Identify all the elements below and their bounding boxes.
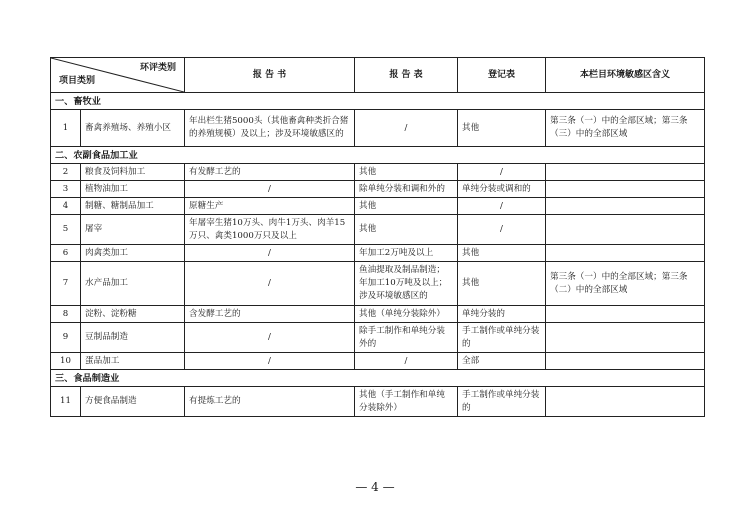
row-registration: 其他 [458, 110, 546, 147]
row-report-book: 年屠宰生猪10万头、肉牛1万头、肉羊15万只、禽类1000万只及以上 [185, 215, 355, 245]
row-number: 5 [51, 215, 81, 245]
table-row [51, 353, 705, 370]
row-report-table: 其他 [355, 164, 458, 181]
page-number: — 4 — [355, 480, 395, 494]
table-row [51, 181, 705, 198]
row-report-table: 其他 [355, 198, 458, 215]
header-report-book: 报 告 书 [185, 58, 355, 93]
row-registration: 其他 [458, 245, 546, 262]
header-sensitive-area: 本栏目环境敏感区含义 [546, 58, 705, 93]
row-project-name: 淀粉、淀粉糖 [81, 306, 185, 323]
row-number: 6 [51, 245, 81, 262]
row-project-name: 肉禽类加工 [81, 245, 185, 262]
row-number: 7 [51, 262, 81, 306]
row-registration: / [458, 164, 546, 181]
table-row [51, 387, 705, 417]
row-report-book: 年出栏生猪5000头（其他畜禽种类折合猪的养殖规模）及以上；涉及环境敏感区的 [185, 110, 355, 147]
row-project-name: 蛋品加工 [81, 353, 185, 370]
row-report-table: 除手工制作和单纯分装外的 [355, 323, 458, 353]
row-project-name: 屠宰 [81, 215, 185, 245]
row-project-name: 畜禽养殖场、养殖小区 [81, 110, 185, 147]
section-title: 一、畜牧业 [51, 93, 705, 110]
row-sensitive-area: 第三条（一）中的全部区域；第三条（三）中的全部区域 [546, 110, 705, 147]
section-title: 三、食品制造业 [51, 370, 705, 387]
row-report-table: / [355, 353, 458, 370]
header-report-table: 报 告 表 [355, 58, 458, 93]
row-number: 10 [51, 353, 81, 370]
row-report-book: 原糖生产 [185, 198, 355, 215]
row-registration: 手工制作或单纯分装的 [458, 323, 546, 353]
row-project-name: 水产品加工 [81, 262, 185, 306]
row-number: 11 [51, 387, 81, 417]
row-project-name: 豆制品制造 [81, 323, 185, 353]
header-eia-category: 环评类别 [139, 63, 176, 73]
classification-table [50, 57, 705, 417]
section-row [51, 147, 705, 164]
header-project-category: 项目类别 [59, 76, 96, 86]
table-row [51, 323, 705, 353]
row-report-book: / [185, 262, 355, 306]
row-report-book: 有提炼工艺的 [185, 387, 355, 417]
header-registration: 登记表 [458, 58, 546, 93]
row-project-name: 植物油加工 [81, 181, 185, 198]
table-row [51, 164, 705, 181]
row-number: 2 [51, 164, 81, 181]
row-sensitive-area: 第三条（一）中的全部区域；第三条（二）中的全部区域 [546, 262, 705, 306]
row-registration: 其他 [458, 262, 546, 306]
row-sensitive-area [546, 323, 705, 353]
row-sensitive-area [546, 245, 705, 262]
row-report-book: / [185, 245, 355, 262]
row-sensitive-area [546, 164, 705, 181]
section-title: 二、农副食品加工业 [51, 147, 705, 164]
row-report-table: 其他 [355, 215, 458, 245]
table-row [51, 262, 705, 306]
row-registration: 单纯分装或调和的 [458, 181, 546, 198]
row-report-book: / [185, 181, 355, 198]
row-number: 8 [51, 306, 81, 323]
row-number: 3 [51, 181, 81, 198]
row-sensitive-area [546, 353, 705, 370]
row-registration: 手工制作或单纯分装的 [458, 387, 546, 417]
row-sensitive-area [546, 306, 705, 323]
table-row [51, 215, 705, 245]
table-row [51, 110, 705, 147]
row-number: 1 [51, 110, 81, 147]
section-row [51, 93, 705, 110]
row-report-table: 除单纯分装和调和外的 [355, 181, 458, 198]
row-registration: 全部 [458, 353, 546, 370]
row-report-book: / [185, 323, 355, 353]
row-report-table: 其他（手工制作和单纯分装除外） [355, 387, 458, 417]
row-report-book: / [185, 353, 355, 370]
row-sensitive-area [546, 215, 705, 245]
header-row [51, 58, 705, 93]
row-project-name: 方便食品制造 [81, 387, 185, 417]
diagonal-header-cell [51, 58, 185, 93]
row-registration: / [458, 198, 546, 215]
table-row [51, 198, 705, 215]
row-number: 9 [51, 323, 81, 353]
row-sensitive-area [546, 198, 705, 215]
section-row [51, 370, 705, 387]
row-registration: / [458, 215, 546, 245]
row-sensitive-area [546, 181, 705, 198]
row-report-table: / [355, 110, 458, 147]
row-report-book: 含发酵工艺的 [185, 306, 355, 323]
table-row [51, 245, 705, 262]
row-report-table: 其他（单纯分装除外） [355, 306, 458, 323]
table-row [51, 306, 705, 323]
row-registration: 单纯分装的 [458, 306, 546, 323]
row-number: 4 [51, 198, 81, 215]
row-project-name: 粮食及饲料加工 [81, 164, 185, 181]
row-project-name: 制糖、糖制品加工 [81, 198, 185, 215]
row-report-book: 有发酵工艺的 [185, 164, 355, 181]
row-sensitive-area [546, 387, 705, 417]
row-report-table: 鱼油提取及制品制造；年加工10万吨及以上；涉及环境敏感区的 [355, 262, 458, 306]
row-report-table: 年加工2万吨及以上 [355, 245, 458, 262]
